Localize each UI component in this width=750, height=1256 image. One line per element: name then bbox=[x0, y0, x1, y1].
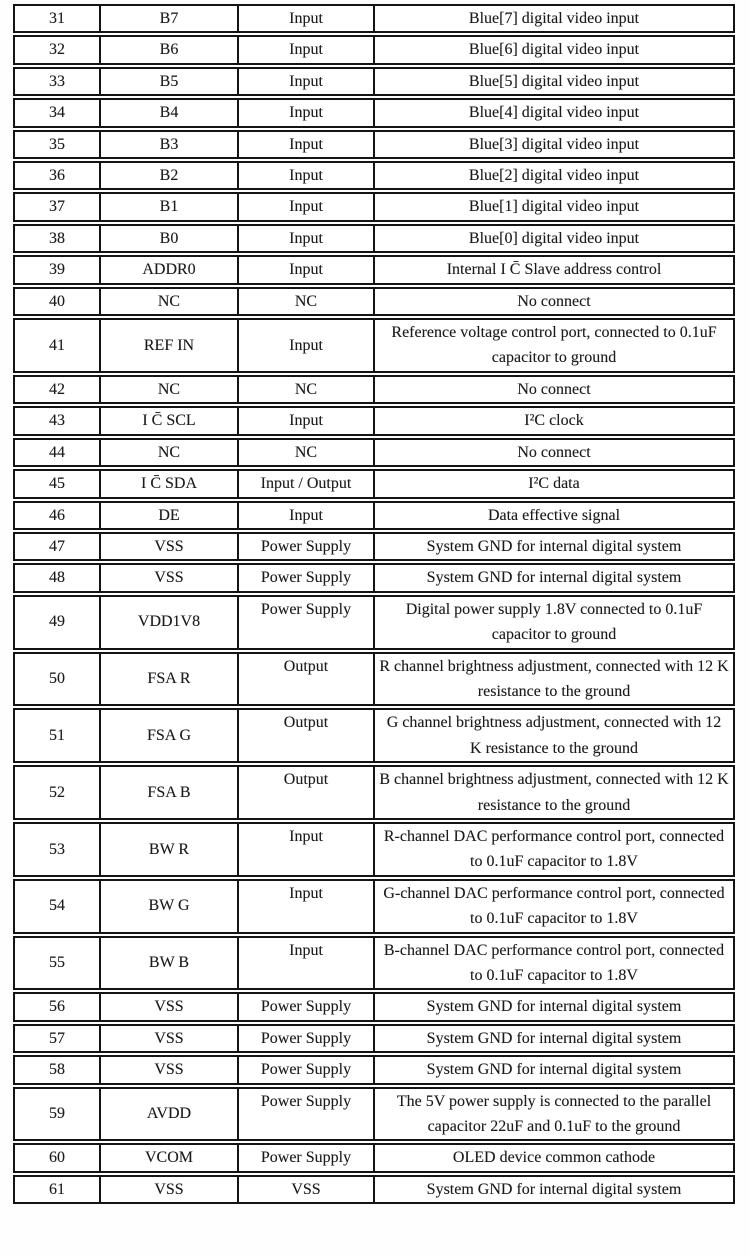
pin-number-cell: 59 bbox=[13, 1087, 99, 1142]
pin-name-cell: VSS bbox=[99, 563, 237, 592]
pin-name-cell: VSS bbox=[99, 1055, 237, 1084]
pin-name-cell: B6 bbox=[99, 35, 237, 64]
pin-name-cell: I C̄ SCL bbox=[99, 406, 237, 435]
table-row bbox=[13, 708, 735, 763]
table-row bbox=[13, 469, 735, 498]
pin-type-cell: Input bbox=[237, 98, 373, 127]
pin-number-cell: 53 bbox=[13, 822, 99, 877]
table-row bbox=[13, 1024, 735, 1053]
pin-type-cell: Power Supply bbox=[237, 1024, 373, 1053]
pin-name-cell: B4 bbox=[99, 98, 237, 127]
pin-type-cell: Output bbox=[237, 765, 373, 820]
pin-name-cell: VSS bbox=[99, 992, 237, 1021]
pin-desc-cell: I²C data bbox=[373, 469, 735, 498]
pin-type-cell: VSS bbox=[237, 1175, 373, 1204]
pin-table-body bbox=[13, 4, 735, 1204]
pin-type-cell: Output bbox=[237, 652, 373, 707]
pin-number-cell: 52 bbox=[13, 765, 99, 820]
pin-number-cell: 55 bbox=[13, 936, 99, 991]
pin-number-cell: 43 bbox=[13, 406, 99, 435]
table-row bbox=[13, 130, 735, 159]
pin-type-cell: Power Supply bbox=[237, 992, 373, 1021]
pin-number-cell: 57 bbox=[13, 1024, 99, 1053]
pin-type-cell: Input bbox=[237, 35, 373, 64]
pin-desc-cell: Blue[0] digital video input bbox=[373, 224, 735, 253]
pin-desc-cell: Blue[1] digital video input bbox=[373, 192, 735, 221]
pin-name-cell: FSA R bbox=[99, 652, 237, 707]
pin-desc-cell: Blue[5] digital video input bbox=[373, 67, 735, 96]
pin-name-cell: I C̄ SDA bbox=[99, 469, 237, 498]
pin-desc-cell: OLED device common cathode bbox=[373, 1143, 735, 1172]
pin-type-cell: Input / Output bbox=[237, 469, 373, 498]
pin-desc-cell: No connect bbox=[373, 438, 735, 467]
pin-desc-cell: I²C clock bbox=[373, 406, 735, 435]
pin-type-cell: Input bbox=[237, 406, 373, 435]
pin-number-cell: 44 bbox=[13, 438, 99, 467]
pin-type-cell: Input bbox=[237, 318, 373, 373]
pin-number-cell: 39 bbox=[13, 255, 99, 284]
pin-number-cell: 37 bbox=[13, 192, 99, 221]
pin-name-cell: AVDD bbox=[99, 1087, 237, 1142]
pin-name-cell: B5 bbox=[99, 67, 237, 96]
pin-desc-cell: System GND for internal digital system bbox=[373, 1024, 735, 1053]
pin-name-cell: B0 bbox=[99, 224, 237, 253]
pin-type-cell: Input bbox=[237, 192, 373, 221]
pin-desc-cell: Digital power supply 1.8V connected to 0.1uF capacitor to ground bbox=[373, 595, 735, 650]
pin-number-cell: 58 bbox=[13, 1055, 99, 1084]
pin-desc-cell: R-channel DAC performance control port, connected to 0.1uF capacitor to 1.8V bbox=[373, 822, 735, 877]
table-row bbox=[13, 35, 735, 64]
pin-desc-cell: No connect bbox=[373, 375, 735, 404]
pin-type-cell: Input bbox=[237, 67, 373, 96]
table-row bbox=[13, 1087, 735, 1142]
pin-name-cell: BW G bbox=[99, 879, 237, 934]
table-row bbox=[13, 652, 735, 707]
pin-number-cell: 51 bbox=[13, 708, 99, 763]
table-row bbox=[13, 4, 735, 33]
pin-name-cell: ADDR0 bbox=[99, 255, 237, 284]
table-row bbox=[13, 375, 735, 404]
pin-type-cell: Power Supply bbox=[237, 595, 373, 650]
pin-type-cell: Input bbox=[237, 255, 373, 284]
pin-number-cell: 35 bbox=[13, 130, 99, 159]
pin-desc-cell: G channel brightness adjustment, connected with 12 K resistance to the ground bbox=[373, 708, 735, 763]
pin-desc-cell: G-channel DAC performance control port, connected to 0.1uF capacitor to 1.8V bbox=[373, 879, 735, 934]
pin-type-cell: Input bbox=[237, 879, 373, 934]
pin-number-cell: 61 bbox=[13, 1175, 99, 1204]
table-row bbox=[13, 1143, 735, 1172]
table-row bbox=[13, 192, 735, 221]
pin-desc-cell: R channel brightness adjustment, connected with 12 K resistance to the ground bbox=[373, 652, 735, 707]
pin-desc-cell: Blue[4] digital video input bbox=[373, 98, 735, 127]
pin-name-cell: B1 bbox=[99, 192, 237, 221]
pin-type-cell: Input bbox=[237, 161, 373, 190]
pin-name-cell: B3 bbox=[99, 130, 237, 159]
pin-desc-cell: B-channel DAC performance control port, connected to 0.1uF capacitor to 1.8V bbox=[373, 936, 735, 991]
table-row bbox=[13, 161, 735, 190]
pin-type-cell: NC bbox=[237, 375, 373, 404]
pin-number-cell: 46 bbox=[13, 501, 99, 530]
pin-type-cell: Input bbox=[237, 224, 373, 253]
pin-desc-cell: Blue[7] digital video input bbox=[373, 4, 735, 33]
pin-number-cell: 50 bbox=[13, 652, 99, 707]
pin-number-cell: 33 bbox=[13, 67, 99, 96]
table-row bbox=[13, 318, 735, 373]
pin-number-cell: 54 bbox=[13, 879, 99, 934]
table-row bbox=[13, 255, 735, 284]
pin-number-cell: 48 bbox=[13, 563, 99, 592]
pin-name-cell: VSS bbox=[99, 1024, 237, 1053]
pin-type-cell: Power Supply bbox=[237, 532, 373, 561]
pin-number-cell: 45 bbox=[13, 469, 99, 498]
pin-type-cell: NC bbox=[237, 287, 373, 316]
table-row bbox=[13, 224, 735, 253]
pin-number-cell: 31 bbox=[13, 4, 99, 33]
pin-desc-cell: Blue[6] digital video input bbox=[373, 35, 735, 64]
pin-name-cell: NC bbox=[99, 287, 237, 316]
table-row bbox=[13, 287, 735, 316]
table-row bbox=[13, 1055, 735, 1084]
pin-name-cell: BW B bbox=[99, 936, 237, 991]
table-row bbox=[13, 67, 735, 96]
pin-number-cell: 42 bbox=[13, 375, 99, 404]
pin-desc-cell: System GND for internal digital system bbox=[373, 1055, 735, 1084]
pin-desc-cell: Blue[3] digital video input bbox=[373, 130, 735, 159]
pin-name-cell: VCOM bbox=[99, 1143, 237, 1172]
pin-number-cell: 32 bbox=[13, 35, 99, 64]
pin-desc-cell: Internal I C̄ Slave address control bbox=[373, 255, 735, 284]
pin-type-cell: Power Supply bbox=[237, 1087, 373, 1142]
pin-name-cell: VSS bbox=[99, 532, 237, 561]
table-row bbox=[13, 936, 735, 991]
pin-desc-cell: System GND for internal digital system bbox=[373, 992, 735, 1021]
pin-number-cell: 47 bbox=[13, 532, 99, 561]
table-row bbox=[13, 879, 735, 934]
pin-type-cell: Power Supply bbox=[237, 563, 373, 592]
table-row bbox=[13, 532, 735, 561]
pin-name-cell: REF IN bbox=[99, 318, 237, 373]
pin-type-cell: NC bbox=[237, 438, 373, 467]
pin-type-cell: Input bbox=[237, 130, 373, 159]
pin-number-cell: 38 bbox=[13, 224, 99, 253]
pin-type-cell: Input bbox=[237, 822, 373, 877]
table-row bbox=[13, 822, 735, 877]
pin-number-cell: 49 bbox=[13, 595, 99, 650]
table-row bbox=[13, 438, 735, 467]
table-row bbox=[13, 992, 735, 1021]
pin-name-cell: B7 bbox=[99, 4, 237, 33]
table-row bbox=[13, 595, 735, 650]
pin-desc-cell: System GND for internal digital system bbox=[373, 1175, 735, 1204]
pin-name-cell: VSS bbox=[99, 1175, 237, 1204]
pin-desc-cell: System GND for internal digital system bbox=[373, 563, 735, 592]
pin-desc-cell: No connect bbox=[373, 287, 735, 316]
pin-type-cell: Input bbox=[237, 4, 373, 33]
table-row bbox=[13, 501, 735, 530]
table-row bbox=[13, 765, 735, 820]
pin-desc-cell: Blue[2] digital video input bbox=[373, 161, 735, 190]
pin-number-cell: 36 bbox=[13, 161, 99, 190]
pin-name-cell: FSA B bbox=[99, 765, 237, 820]
table-row bbox=[13, 563, 735, 592]
pin-name-cell: NC bbox=[99, 438, 237, 467]
pin-desc-cell: The 5V power supply is connected to the parallel capacitor 22uF and 0.1uF to the ground bbox=[373, 1087, 735, 1142]
pin-type-cell: Power Supply bbox=[237, 1143, 373, 1172]
pin-number-cell: 56 bbox=[13, 992, 99, 1021]
pin-name-cell: FSA G bbox=[99, 708, 237, 763]
table-row bbox=[13, 1175, 735, 1204]
table-row bbox=[13, 98, 735, 127]
pin-desc-cell: B channel brightness adjustment, connected with 12 K resistance to the ground bbox=[373, 765, 735, 820]
pin-type-cell: Input bbox=[237, 501, 373, 530]
pin-name-cell: B2 bbox=[99, 161, 237, 190]
pin-type-cell: Input bbox=[237, 936, 373, 991]
pin-name-cell: NC bbox=[99, 375, 237, 404]
table-row bbox=[13, 406, 735, 435]
pin-number-cell: 60 bbox=[13, 1143, 99, 1172]
pin-name-cell: VDD1V8 bbox=[99, 595, 237, 650]
pin-desc-cell: System GND for internal digital system bbox=[373, 532, 735, 561]
pin-desc-cell: Reference voltage control port, connected to 0.1uF capacitor to ground bbox=[373, 318, 735, 373]
pin-type-cell: Output bbox=[237, 708, 373, 763]
pin-type-cell: Power Supply bbox=[237, 1055, 373, 1084]
pin-number-cell: 41 bbox=[13, 318, 99, 373]
pin-number-cell: 40 bbox=[13, 287, 99, 316]
pin-desc-cell: Data effective signal bbox=[373, 501, 735, 530]
pin-description-table bbox=[13, 2, 735, 1206]
pin-number-cell: 34 bbox=[13, 98, 99, 127]
pin-name-cell: BW R bbox=[99, 822, 237, 877]
pin-name-cell: DE bbox=[99, 501, 237, 530]
